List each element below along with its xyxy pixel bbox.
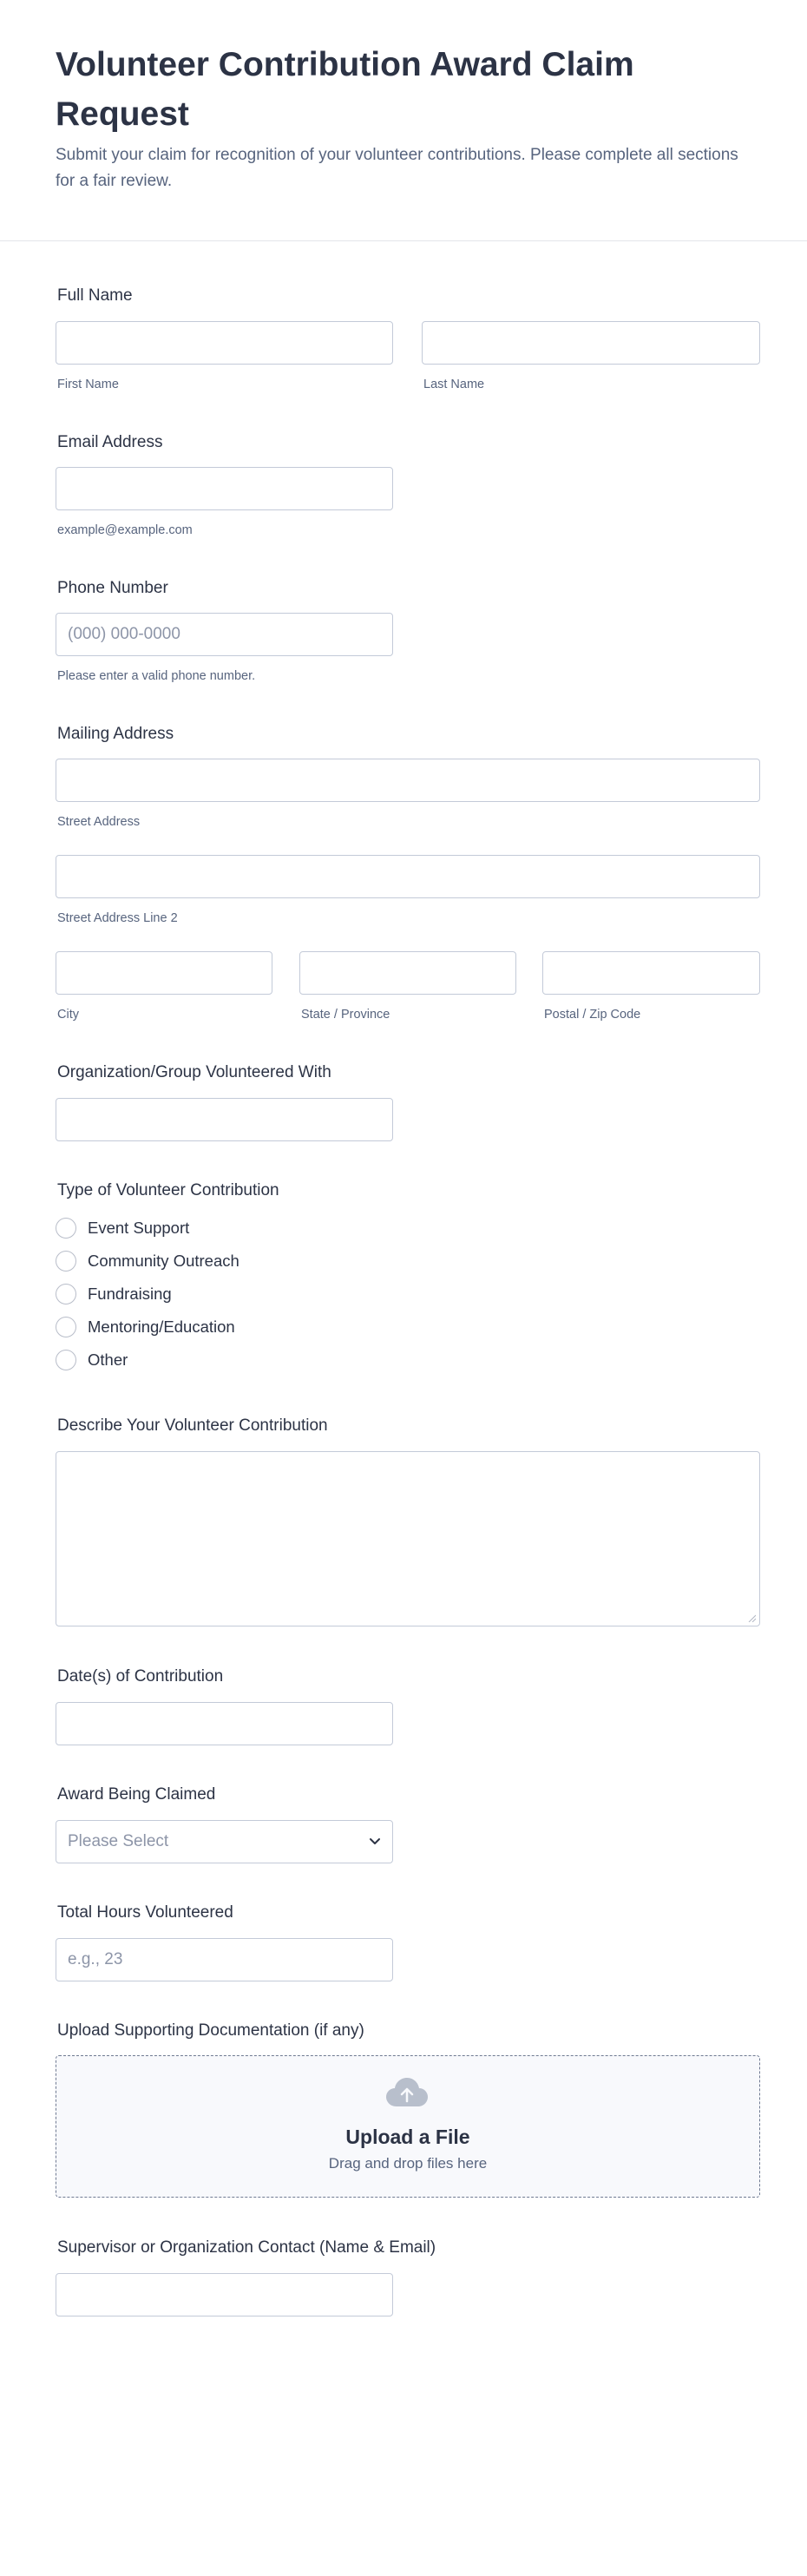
form-title: Volunteer Contribution Award Claim Request (56, 46, 634, 133)
street-address-input[interactable] (56, 759, 760, 802)
email-sublabel: example@example.com (57, 523, 193, 537)
dates-label: Date(s) of Contribution (57, 1667, 224, 1686)
first-name-sublabel: First Name (57, 378, 119, 391)
description-textarea[interactable] (56, 1451, 760, 1626)
award-select[interactable] (56, 1820, 393, 1863)
dates-input[interactable] (56, 1702, 393, 1745)
radio-option-community-outreach[interactable] (56, 1249, 239, 1273)
first-name-input[interactable] (56, 321, 393, 365)
organization-label: Organization/Group Volunteered With (57, 1063, 331, 1081)
city-sublabel: City (57, 1008, 79, 1022)
street-address-line2-input[interactable] (56, 855, 760, 898)
last-name-input[interactable] (422, 321, 760, 365)
radio-option-other[interactable] (56, 1348, 128, 1372)
radio-button[interactable] (56, 1284, 76, 1304)
form-subtitle: Submit your claim for recognition of your volunteer contributions. Please complete all sections for a fair review. (56, 146, 738, 190)
award-select-value: Please Select (68, 1832, 169, 1850)
full-name-label: Full Name (57, 286, 133, 305)
street-address-line2-sublabel: Street Address Line 2 (57, 911, 178, 925)
zip-input[interactable] (542, 951, 760, 995)
radio-button[interactable] (56, 1251, 76, 1272)
chevron-down-icon (369, 1837, 381, 1846)
phone-input[interactable] (56, 613, 393, 656)
radio-option-fundraising[interactable] (56, 1282, 172, 1306)
radio-button[interactable] (56, 1218, 76, 1239)
radio-label: Mentoring/Education (88, 1318, 235, 1336)
upload-subtitle: Drag and drop files here (328, 2155, 488, 2172)
mailing-address-label: Mailing Address (57, 725, 174, 743)
resize-grip-icon[interactable] (747, 1613, 756, 1622)
organization-input[interactable] (56, 1098, 393, 1141)
radio-label: Fundraising (88, 1285, 172, 1303)
zip-sublabel: Postal / Zip Code (544, 1008, 641, 1022)
city-input[interactable] (56, 951, 272, 995)
state-input[interactable] (299, 951, 516, 995)
street-address-sublabel: Street Address (57, 815, 141, 829)
hours-label: Total Hours Volunteered (57, 1903, 233, 1922)
form-header (0, 0, 807, 241)
supervisor-label: Supervisor or Organization Contact (Name & Email) (57, 2238, 436, 2257)
state-sublabel: State / Province (301, 1008, 390, 1022)
radio-button[interactable] (56, 1317, 76, 1337)
radio-option-event-support[interactable] (56, 1216, 189, 1240)
cloud-upload-icon (384, 2075, 430, 2110)
award-label: Award Being Claimed (57, 1785, 216, 1804)
email-label: Email Address (57, 433, 163, 451)
phone-sublabel: Please enter a valid phone number. (57, 669, 256, 683)
last-name-sublabel: Last Name (423, 378, 485, 391)
radio-button[interactable] (56, 1350, 76, 1370)
supervisor-input[interactable] (56, 2273, 393, 2316)
upload-title: Upload a File (345, 2126, 470, 2148)
upload-label: Upload Supporting Documentation (if any) (57, 2021, 364, 2040)
hours-input[interactable] (56, 1938, 393, 1981)
contribution-type-label: Type of Volunteer Contribution (57, 1181, 279, 1199)
radio-label: Event Support (88, 1219, 190, 1237)
email-input[interactable] (56, 467, 393, 510)
radio-label: Community Outreach (88, 1252, 239, 1270)
radio-label: Other (88, 1350, 128, 1369)
description-label: Describe Your Volunteer Contribution (57, 1416, 328, 1435)
radio-option-mentoring-education[interactable] (56, 1315, 235, 1339)
phone-label: Phone Number (57, 579, 168, 597)
file-upload-dropzone[interactable] (56, 2055, 760, 2198)
